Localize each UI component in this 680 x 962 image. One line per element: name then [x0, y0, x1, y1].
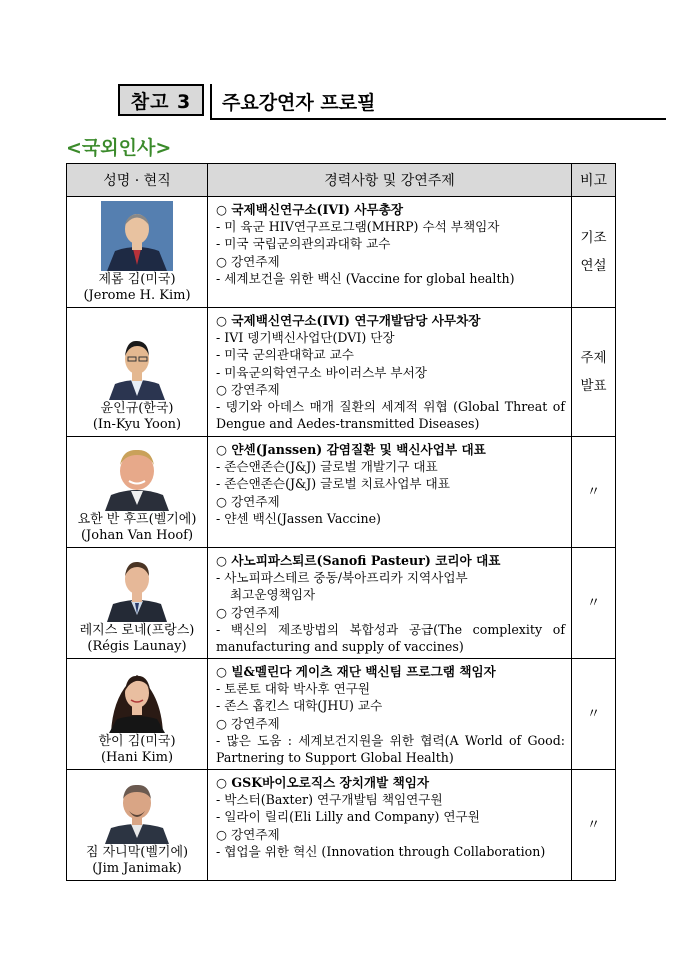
career-line: - 협업을 위한 혁신 (Innovation through Collaboration)	[216, 843, 546, 859]
career-line: - 박스터(Baxter) 연구개발팀 책임연구원	[216, 792, 443, 808]
column-header-note: 비고	[572, 164, 616, 197]
career-line: ○ 빌&멜린다 게이츠 재단 백신팀 프로그램 책임자	[216, 664, 496, 679]
table-row	[67, 548, 616, 659]
career-line: ○ 강연주제	[216, 253, 280, 269]
speaker-cell	[67, 548, 208, 659]
note-cell: 〃	[572, 437, 616, 548]
career-line: - 많은 도움 : 세계보건지원을 위한 협력(A World of Good: Partnering to Support Global Health)	[216, 732, 565, 766]
career-line: - 존슨앤존슨(J&J) 글로벌 개발기구 대표	[216, 459, 438, 475]
career-line: - 존스 홉킨스 대학(JHU) 교수	[216, 698, 383, 714]
table-row	[67, 659, 616, 770]
note-cell: 〃	[572, 659, 616, 770]
speaker-cell	[67, 659, 208, 770]
speaker-name-ko: 제롬 김(미국)	[98, 272, 176, 287]
speaker-cell	[67, 437, 208, 548]
career-line: - 세계보건을 위한 백신 (Vaccine for global health)	[216, 270, 515, 286]
career-cell	[208, 437, 572, 548]
table-row	[67, 437, 616, 548]
speaker-cell	[67, 308, 208, 437]
speaker-photo	[101, 201, 173, 271]
career-line: 최고운영책임자	[230, 587, 316, 603]
speaker-cell	[67, 197, 208, 308]
career-cell	[208, 308, 572, 437]
career-line: - 뎅기와 아데스 매개 질환의 세계적 위협 (Global Threat of Dengue and Aedes-transmitted Diseases)	[216, 399, 565, 432]
career-line: - 백신의 제조방법의 복합성과 공급(The complexity of manufacturing and supply of vaccines)	[216, 621, 565, 655]
career-line: ○ 강연주제	[216, 715, 280, 731]
note-cell: 〃	[572, 770, 616, 881]
career-line: - 일라이 릴리(Eli Lilly and Company) 연구원	[216, 809, 480, 825]
document-header	[118, 84, 666, 118]
career-line: ○ GSK바이오로직스 장치개발 책임자	[216, 775, 430, 790]
table-row	[67, 197, 616, 308]
career-line: - 미육군의학연구소 바이러스부 부서장	[216, 364, 427, 380]
career-line: ○ 국제백신연구소(IVI) 연구개발담당 사무차장	[216, 313, 481, 328]
speaker-name-ko: 레지스 로네(프랑스)	[79, 623, 195, 638]
page-title: 주요강연자 프로필	[222, 92, 376, 114]
career-line: - 미국 군의관대학교 교수	[216, 347, 354, 363]
reference-label: 참고 3	[118, 84, 204, 116]
career-line: - IVI 뎅기백신사업단(DVI) 단장	[216, 330, 395, 346]
section-title: <국외인사>	[66, 137, 172, 159]
career-line: ○ 사노피파스퇴르(Sanofi Pasteur) 코리아 대표	[216, 553, 501, 568]
speaker-cell	[67, 770, 208, 881]
table-header-row	[67, 164, 616, 197]
speaker-photo	[101, 441, 173, 511]
speaker-table	[66, 163, 616, 881]
speaker-name-en: (Jerome H. Kim)	[83, 288, 191, 303]
speaker-name-ko: 윤인규(한국)	[100, 401, 174, 416]
career-line: ○ 국제백신연구소(IVI) 사무총장	[216, 202, 404, 217]
career-cell	[208, 197, 572, 308]
speaker-photo	[101, 330, 173, 400]
career-line: ○ 강연주제	[216, 826, 280, 842]
speaker-name-ko: 한이 김(미국)	[98, 734, 176, 749]
column-header-career: 경력사항 및 강연주제	[208, 164, 572, 197]
table-row	[67, 770, 616, 881]
career-line: - 존슨앤존슨(J&J) 글로벌 치료사업부 대표	[216, 476, 450, 492]
speaker-name-en: (Johan Van Hoof)	[80, 528, 194, 543]
career-line: - 토론토 대학 박사후 연구원	[216, 681, 371, 697]
career-cell	[208, 548, 572, 659]
speaker-photo	[101, 552, 173, 622]
speaker-name-en: (Régis Launay)	[87, 639, 187, 654]
note-cell: 주제 발표	[572, 308, 616, 437]
column-header-name: 성명 · 현직	[67, 164, 208, 197]
career-line: - 사노피파스테르 중동/북아프리카 지역사업부	[216, 570, 468, 586]
table-row	[67, 308, 616, 437]
career-line: - 미국 국립군의관의과대학 교수	[216, 236, 391, 252]
speaker-name-en: (In-Kyu Yoon)	[92, 417, 182, 432]
header-underline	[210, 118, 666, 120]
speaker-photo	[101, 663, 173, 733]
note-cell: 기조 연설	[572, 197, 616, 308]
career-cell	[208, 659, 572, 770]
career-line: ○ 얀센(Janssen) 감염질환 및 백신사업부 대표	[216, 442, 486, 457]
speaker-name-en: (Jim Janimak)	[92, 861, 182, 876]
speaker-name-ko: 짐 자니막(벨기에)	[85, 845, 189, 860]
speaker-name-en: (Hani Kim)	[100, 750, 174, 765]
header-divider	[210, 84, 212, 118]
career-line: ○ 강연주제	[216, 604, 280, 620]
career-line: - 미 육군 HIV연구프로그램(MHRP) 수석 부책임자	[216, 219, 500, 235]
career-line: - 얀센 백신(Jassen Vaccine)	[216, 510, 381, 526]
career-line: ○ 강연주제	[216, 493, 280, 509]
career-line: ○ 강연주제	[216, 381, 280, 397]
note-cell: 〃	[572, 548, 616, 659]
speaker-name-ko: 요한 반 후프(벨기에)	[77, 512, 197, 527]
speaker-photo	[101, 774, 173, 844]
career-cell	[208, 770, 572, 881]
